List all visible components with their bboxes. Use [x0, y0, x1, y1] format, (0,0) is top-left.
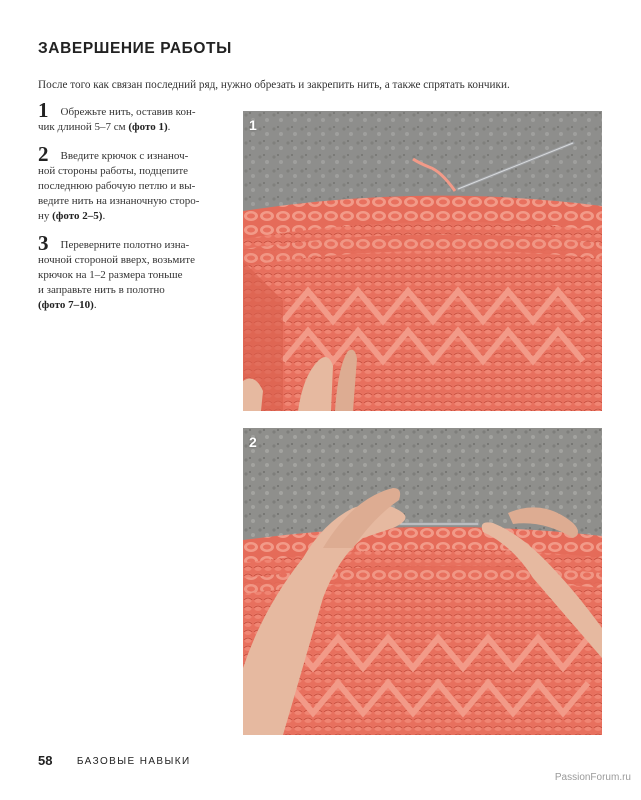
step-text-line: чик длиной 5–7 см — [38, 121, 126, 133]
photo-label: 1 — [249, 117, 257, 133]
step-text-line: ночной стороной вверх, возьмите — [38, 254, 195, 266]
watermark: PassionForum.ru — [554, 772, 631, 783]
photo-2 — [243, 428, 602, 735]
step-text-line: Обрежьте нить, оставив кон- — [60, 106, 196, 118]
photo-ref: (фото 2–5) — [52, 210, 103, 222]
step-2 — [38, 142, 244, 224]
photo-ref: (фото 7–10) — [38, 299, 94, 311]
photo-1-illustration — [243, 111, 602, 411]
step-number: 2 — [38, 142, 49, 166]
photo-2-illustration — [243, 428, 602, 735]
photo-1 — [243, 111, 602, 411]
step-3 — [38, 231, 244, 313]
step-text-line: ной стороны работы, подцепите — [38, 165, 189, 177]
step-text-line: ну — [38, 210, 50, 222]
page-title: ЗАВЕРШЕНИЕ РАБОТЫ — [38, 40, 232, 57]
step-tail: . — [93, 299, 97, 311]
step-tail: . — [167, 121, 171, 133]
step-text-line: и заправьте нить в полотно — [38, 284, 165, 296]
step-text-line: последнюю рабочую петлю и вы- — [38, 180, 196, 192]
steps-list — [38, 98, 244, 325]
step-text-line: Введите крючок с изнаноч- — [60, 150, 189, 162]
page-footer — [38, 752, 191, 770]
page-number: 58 — [38, 753, 53, 768]
step-text-line: крючок на 1–2 размера тоньше — [38, 269, 183, 281]
step-text-line: ведите нить на изнаночную сторо- — [38, 195, 200, 207]
step-tail: . — [102, 210, 106, 222]
intro-paragraph: После того как связан последний ряд, нужно обрезать и закрепить нить, а также спрятать кончики. — [38, 79, 510, 91]
step-number: 3 — [38, 231, 49, 255]
photo-ref: (фото 1) — [128, 121, 168, 133]
step-text-line: Переверните полотно изна- — [60, 239, 190, 251]
step-number: 1 — [38, 98, 49, 122]
step-1 — [38, 98, 244, 135]
section-name: БАЗОВЫЕ НАВЫКИ — [76, 756, 191, 767]
photo-label: 2 — [249, 434, 257, 450]
